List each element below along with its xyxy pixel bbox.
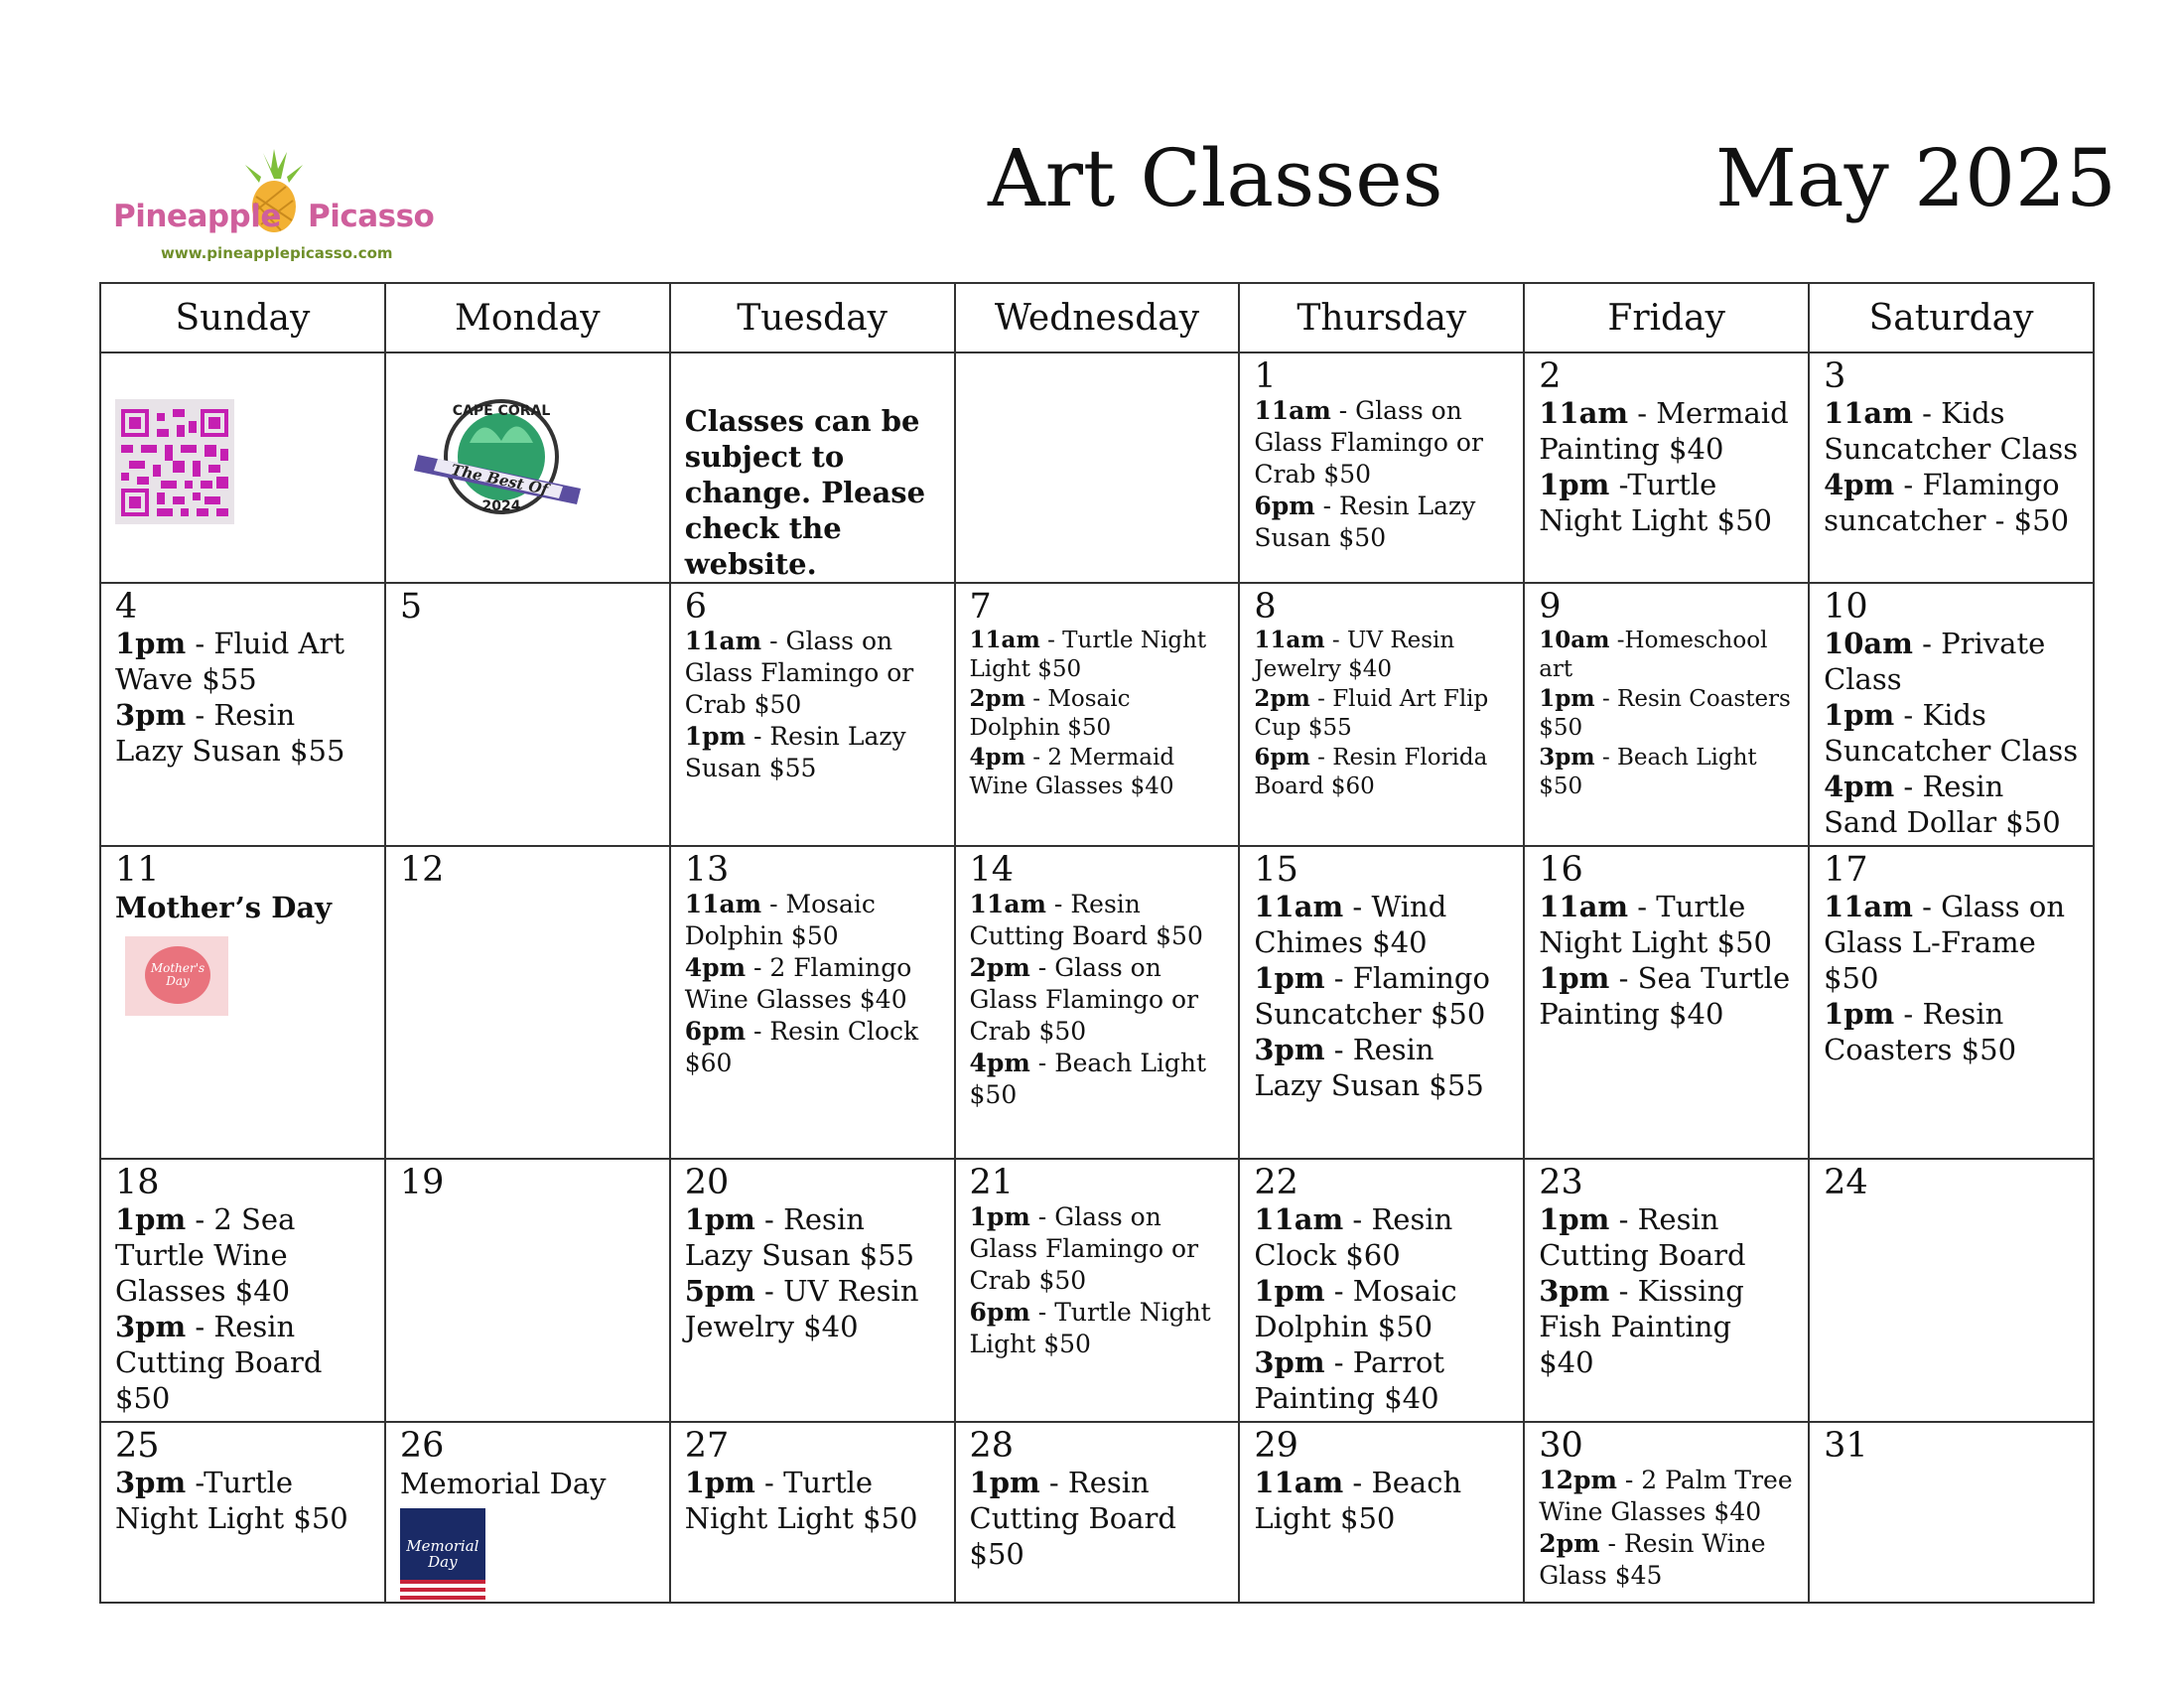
event-list (1824, 395, 2079, 538)
event-time: 1pm (969, 1202, 1030, 1231)
event-entry (1254, 1032, 1509, 1103)
event-time: 11am (969, 627, 1040, 653)
mothers-day-image (125, 936, 228, 1016)
event-time: 11am (1254, 396, 1331, 425)
event-list (115, 1201, 370, 1416)
event-text: - Glass on Glass Flamingo or Crab $50 (684, 627, 914, 719)
event-text: - Glass on Glass L-Frame $50 (1824, 890, 2065, 995)
event-text: - Resin Sand Dollar $50 (1824, 770, 2061, 839)
event-time: 11am (1254, 890, 1344, 923)
event-time: 2pm (969, 953, 1030, 982)
week-row (100, 1422, 2094, 1603)
week-row (100, 846, 2094, 1159)
event-time: 1pm (115, 627, 187, 660)
day-number: 21 (969, 1163, 1015, 1202)
event-text: - 2 Palm Tree Wine Glasses $40 (1539, 1466, 1793, 1526)
day-cell (1524, 846, 1809, 1159)
event-time: 1pm (1824, 698, 1895, 732)
event-list (1539, 1201, 1794, 1380)
event-entry (685, 889, 940, 952)
event-time: 1pm (684, 1202, 755, 1236)
day-cell-empty (955, 352, 1240, 583)
event-time: 1pm (684, 1466, 755, 1499)
event-entry (1254, 395, 1509, 491)
event-text: - Wind Chimes $40 (1254, 890, 1447, 959)
event-time: 11am (684, 890, 762, 918)
event-entry (115, 1309, 370, 1416)
day-cell (955, 846, 1240, 1159)
event-time: 2pm (1539, 1529, 1600, 1558)
event-entry (115, 1465, 370, 1536)
logo-url: www.pineapplepicasso.com (161, 244, 393, 262)
day-number: 4 (115, 587, 138, 627)
day-cell (955, 1422, 1240, 1603)
event-time: 1pm (1539, 468, 1610, 501)
day-number: 20 (684, 1163, 730, 1202)
event-text: - 2 Mermaid Wine Glasses $40 (969, 745, 1175, 799)
event-time: 11am (684, 627, 762, 655)
event-text: - 2 Flamingo Wine Glasses $40 (684, 953, 912, 1014)
weekday-header: Friday (1524, 283, 1809, 352)
event-time: 11am (969, 890, 1046, 918)
day-number: 12 (399, 850, 445, 890)
event-entry (1254, 1273, 1509, 1344)
event-entry (970, 743, 1225, 801)
event-entry (1539, 960, 1794, 1032)
event-list (1539, 626, 1794, 801)
event-entry (1254, 889, 1509, 960)
day-number: 29 (1254, 1426, 1298, 1466)
calendar-table (99, 282, 2095, 1604)
day-number: 19 (399, 1163, 445, 1202)
day-number: 26 (399, 1426, 445, 1466)
event-entry (1254, 743, 1509, 801)
event-time: 1pm (1254, 961, 1325, 995)
event-entry (1539, 684, 1794, 743)
event-text: - Glass on Glass Flamingo or Crab $50 (969, 953, 1199, 1046)
event-text: - Beach Light $50 (1254, 1466, 1462, 1535)
day-number: 2 (1539, 356, 1562, 396)
event-entry (1539, 395, 1794, 467)
event-entry (1254, 626, 1509, 684)
event-text: - Mosaic Dolphin $50 (1254, 1274, 1457, 1343)
event-entry (970, 626, 1225, 684)
event-entry (685, 952, 940, 1016)
event-text: - Kids Suncatcher Class (1824, 396, 2079, 466)
day-number: 1 (1254, 356, 1277, 396)
day-number: 15 (1254, 850, 1298, 890)
event-text: - Beach Light $50 (969, 1049, 1207, 1109)
day-cell (955, 1159, 1240, 1422)
day-number: 13 (684, 850, 730, 890)
event-list (1824, 889, 2079, 1067)
qr-code-icon (121, 409, 228, 516)
event-time: 4pm (1824, 770, 1895, 803)
event-entry (685, 1465, 940, 1536)
event-entry (1824, 697, 2079, 769)
event-entry (1539, 743, 1794, 801)
event-time: 1pm (1824, 997, 1895, 1031)
event-time: 1pm (115, 1202, 187, 1236)
event-time: 1pm (1254, 1274, 1325, 1308)
event-entry (1824, 626, 2079, 697)
event-list (1254, 1465, 1509, 1536)
day-cell (1809, 583, 2094, 846)
event-text: - Mosaic Dolphin $50 (969, 686, 1131, 741)
event-entry (1254, 1201, 1509, 1273)
day-number: 9 (1539, 587, 1562, 627)
holiday-label: Mother’s Day (115, 891, 333, 924)
event-time: 2pm (1254, 685, 1310, 712)
weekday-header: Sunday (100, 283, 385, 352)
day-cell (385, 1422, 670, 1603)
event-time: 6pm (1254, 492, 1315, 520)
event-time: 3pm (115, 1310, 187, 1343)
day-number: 16 (1539, 850, 1583, 890)
mothers-day-badge-text: Mother's Day (150, 961, 205, 988)
event-time: 3pm (1254, 1345, 1325, 1379)
event-entry (1254, 491, 1509, 554)
event-text: -Turtle Night Light $50 (1539, 468, 1772, 537)
day-number: 31 (1824, 1426, 1868, 1466)
weekday-header: Thursday (1239, 283, 1524, 352)
pineapple-picasso-logo (109, 149, 437, 268)
qr-code-image[interactable] (115, 399, 234, 524)
event-text: - Private Class (1824, 627, 2046, 696)
day-cell (385, 1159, 670, 1422)
day-cell (100, 1422, 385, 1603)
event-text: - Resin Coasters $50 (1539, 686, 1791, 741)
event-entry (115, 626, 370, 697)
event-entry (1824, 467, 2079, 538)
day-cell (385, 583, 670, 846)
weekday-header-row (100, 283, 2094, 352)
event-time: 11am (1824, 890, 1913, 923)
event-text: - Mosaic Dolphin $50 (684, 890, 876, 950)
event-entry (685, 1016, 940, 1079)
day-cell-empty (100, 352, 385, 583)
day-cell (670, 1422, 955, 1603)
event-entry (1539, 1465, 1794, 1528)
seal-banner-text: The Best Of (449, 460, 550, 499)
event-entry (1539, 626, 1794, 684)
event-text: - Resin Lazy Susan $55 (1254, 1033, 1484, 1102)
event-entry (1824, 395, 2079, 467)
day-cell (955, 583, 1240, 846)
event-list (1539, 1465, 1794, 1592)
event-time: 6pm (969, 1298, 1030, 1327)
event-entry (1539, 1273, 1794, 1380)
event-time: 3pm (1539, 744, 1595, 771)
event-text: - Resin Cutting Board $50 (969, 890, 1203, 950)
event-text: - Resin Clock $60 (684, 1017, 919, 1077)
holiday-label: Memorial Day (399, 1467, 607, 1500)
event-time: 4pm (684, 953, 747, 982)
month-title: May 2025 (1715, 132, 2116, 224)
event-entry (685, 721, 940, 784)
logo-brand-right: Picasso (308, 199, 435, 234)
seal-year-text: 2024 (481, 498, 521, 514)
event-text: - Resin Wine Glass $45 (1539, 1529, 1766, 1590)
day-cell (670, 583, 955, 846)
schedule-change-note: Classes can be subject to change. Please check the website. (684, 404, 926, 581)
day-number: 17 (1824, 850, 1868, 890)
best-of-cape-coral-seal-icon (414, 393, 585, 520)
event-time: 3pm (1254, 1033, 1325, 1066)
day-number: 5 (399, 587, 423, 627)
event-text: - Turtle Night Light $50 (684, 1466, 918, 1535)
event-text: - Resin Lazy Susan $55 (115, 698, 345, 768)
weekday-header: Monday (385, 283, 670, 352)
event-entry (1539, 1528, 1794, 1592)
event-text: -Turtle Night Light $50 (115, 1466, 348, 1535)
event-text: - UV Resin Jewelry $40 (684, 1274, 919, 1343)
weekday-header: Wednesday (955, 283, 1240, 352)
event-entry (115, 697, 370, 769)
event-time: 1pm (1539, 1202, 1610, 1236)
event-text: - Glass on Glass Flamingo or Crab $50 (969, 1202, 1199, 1295)
event-entry (1824, 996, 2079, 1067)
event-entry (1539, 467, 1794, 538)
seal-top-text: CAPE CORAL (452, 403, 551, 419)
event-entry (1254, 960, 1509, 1032)
day-number: 27 (684, 1426, 730, 1466)
event-text: - Flamingo Suncatcher $50 (1254, 961, 1490, 1031)
day-number: 7 (969, 587, 992, 627)
day-number: 8 (1254, 587, 1277, 627)
event-text: - Resin Lazy Susan $55 (684, 1202, 915, 1272)
event-text: - Turtle Night Light $50 (1539, 890, 1772, 959)
day-number: 30 (1539, 1426, 1583, 1466)
week-row (100, 1159, 2094, 1422)
day-cell (100, 1159, 385, 1422)
event-entry (685, 1201, 940, 1273)
day-cell-empty (385, 352, 670, 583)
event-text: - Resin Lazy Susan $50 (1254, 492, 1476, 552)
day-cell (1809, 1159, 2094, 1422)
event-entry (970, 1465, 1225, 1572)
event-entry (685, 626, 940, 721)
event-list (1254, 395, 1509, 554)
day-number: 6 (684, 587, 707, 627)
event-text: - Flamingo suncatcher - $50 (1824, 468, 2070, 537)
event-time: 1pm (684, 722, 747, 751)
event-text: - Kissing Fish Painting $40 (1539, 1274, 1744, 1379)
event-entry (970, 889, 1225, 952)
day-number: 25 (115, 1426, 160, 1466)
event-entry (970, 684, 1225, 743)
event-time: 6pm (1254, 744, 1310, 771)
day-cell (1239, 1159, 1524, 1422)
event-text: - Resin Florida Board $60 (1254, 745, 1488, 799)
event-list (1254, 626, 1509, 801)
day-cell (1239, 352, 1524, 583)
day-cell (100, 583, 385, 846)
day-cell-note (670, 352, 955, 583)
event-list (1254, 1201, 1509, 1416)
event-text: - Turtle Night Light $50 (969, 628, 1207, 682)
event-entry (1539, 1201, 1794, 1273)
event-time: 11am (1539, 890, 1629, 923)
day-cell (1239, 1422, 1524, 1603)
event-text: - Turtle Night Light $50 (969, 1298, 1211, 1358)
event-entry (970, 952, 1225, 1048)
event-text: - Resin Cutting Board $50 (969, 1466, 1176, 1571)
event-entry (970, 1297, 1225, 1360)
event-text: - 2 Sea Turtle Wine Glasses $40 (115, 1202, 296, 1308)
event-text: - UV Resin Jewelry $40 (1254, 628, 1455, 682)
day-cell (670, 846, 955, 1159)
week-row (100, 583, 2094, 846)
event-text: - Parrot Painting $40 (1254, 1345, 1445, 1415)
event-entry (1824, 769, 2079, 840)
day-number: 18 (115, 1163, 160, 1202)
event-list (970, 1201, 1225, 1360)
event-text: - Sea Turtle Painting $40 (1539, 961, 1791, 1031)
day-cell (1239, 846, 1524, 1159)
event-entry (1254, 1465, 1509, 1536)
event-text: - Resin Cutting Board $50 (115, 1310, 323, 1415)
event-list (1539, 889, 1794, 1032)
event-time: 11am (1539, 396, 1629, 430)
day-number: 11 (115, 850, 160, 890)
event-list (1824, 626, 2079, 840)
event-list (115, 1465, 370, 1536)
weekday-header: Tuesday (670, 283, 955, 352)
event-text: - Resin Lazy Susan $55 (684, 722, 906, 782)
event-entry (115, 1201, 370, 1309)
event-entry (970, 1048, 1225, 1111)
event-time: 1pm (1539, 685, 1595, 712)
event-time: 3pm (115, 698, 187, 732)
event-time: 4pm (1824, 468, 1895, 501)
event-entry (970, 1201, 1225, 1297)
event-text: - Resin Clock $60 (1254, 1202, 1453, 1272)
event-list (685, 626, 940, 784)
event-text: - Fluid Art Flip Cup $55 (1254, 686, 1489, 741)
event-time: 1pm (969, 1466, 1040, 1499)
day-cell (1524, 1422, 1809, 1603)
event-time: 6pm (684, 1017, 747, 1046)
event-text: - Kids Suncatcher Class (1824, 698, 2079, 768)
day-cell (1524, 352, 1809, 583)
event-text: - Resin Coasters $50 (1824, 997, 2017, 1066)
day-number: 10 (1824, 587, 1868, 627)
event-list (1254, 889, 1509, 1103)
event-entry (685, 1273, 940, 1344)
event-time: 4pm (969, 1049, 1030, 1077)
event-entry (1824, 889, 2079, 996)
day-number: 23 (1539, 1163, 1583, 1202)
event-list (1539, 395, 1794, 538)
event-entry (1254, 684, 1509, 743)
page-title: Art Classes (988, 132, 1443, 224)
day-cell (1239, 583, 1524, 846)
event-text: - Fluid Art Wave $55 (115, 627, 344, 696)
event-time: 1pm (1539, 961, 1610, 995)
day-cell (1809, 846, 2094, 1159)
event-time: 10am (1824, 627, 1913, 660)
event-text: - Glass on Glass Flamingo or Crab $50 (1254, 396, 1483, 489)
day-cell (1809, 352, 2094, 583)
event-time: 3pm (1539, 1274, 1610, 1308)
day-cell (670, 1159, 955, 1422)
event-text: -Homeschool art (1539, 628, 1768, 682)
day-cell (1809, 1422, 2094, 1603)
event-text: - Mermaid Painting $40 (1539, 396, 1789, 466)
event-entry (1539, 889, 1794, 960)
event-time: 2pm (969, 685, 1025, 712)
event-time: 5pm (684, 1274, 755, 1308)
week-row (100, 352, 2094, 583)
day-cell (385, 846, 670, 1159)
event-time: 11am (1824, 396, 1913, 430)
event-time: 10am (1539, 627, 1610, 653)
event-time: 4pm (969, 744, 1025, 771)
flag-stripes (400, 1580, 485, 1602)
event-text: - Beach Light $50 (1539, 745, 1757, 799)
event-time: 11am (1254, 627, 1325, 653)
day-number: 28 (969, 1426, 1015, 1466)
memorial-day-image (400, 1508, 485, 1602)
memorial-day-badge-text: Memorial Day (406, 1537, 479, 1571)
event-time: 12pm (1539, 1466, 1617, 1494)
day-cell (1524, 1159, 1809, 1422)
event-list (685, 889, 940, 1079)
event-list (685, 1201, 940, 1344)
day-number: 14 (969, 850, 1015, 890)
event-time: 3pm (115, 1466, 187, 1499)
day-cell (1524, 583, 1809, 846)
event-list (115, 626, 370, 769)
day-number: 24 (1824, 1163, 1868, 1202)
event-time: 11am (1254, 1466, 1344, 1499)
event-entry (1254, 1344, 1509, 1416)
logo-brand-left: Pineapple (113, 199, 281, 234)
event-list (970, 889, 1225, 1111)
day-number: 3 (1824, 356, 1846, 396)
day-cell (100, 846, 385, 1159)
event-time: 11am (1254, 1202, 1344, 1236)
event-list (685, 1465, 940, 1536)
event-list (970, 1465, 1225, 1572)
event-list (970, 626, 1225, 801)
day-number: 22 (1254, 1163, 1298, 1202)
event-text: - Resin Cutting Board (1539, 1202, 1746, 1272)
weekday-header: Saturday (1809, 283, 2094, 352)
